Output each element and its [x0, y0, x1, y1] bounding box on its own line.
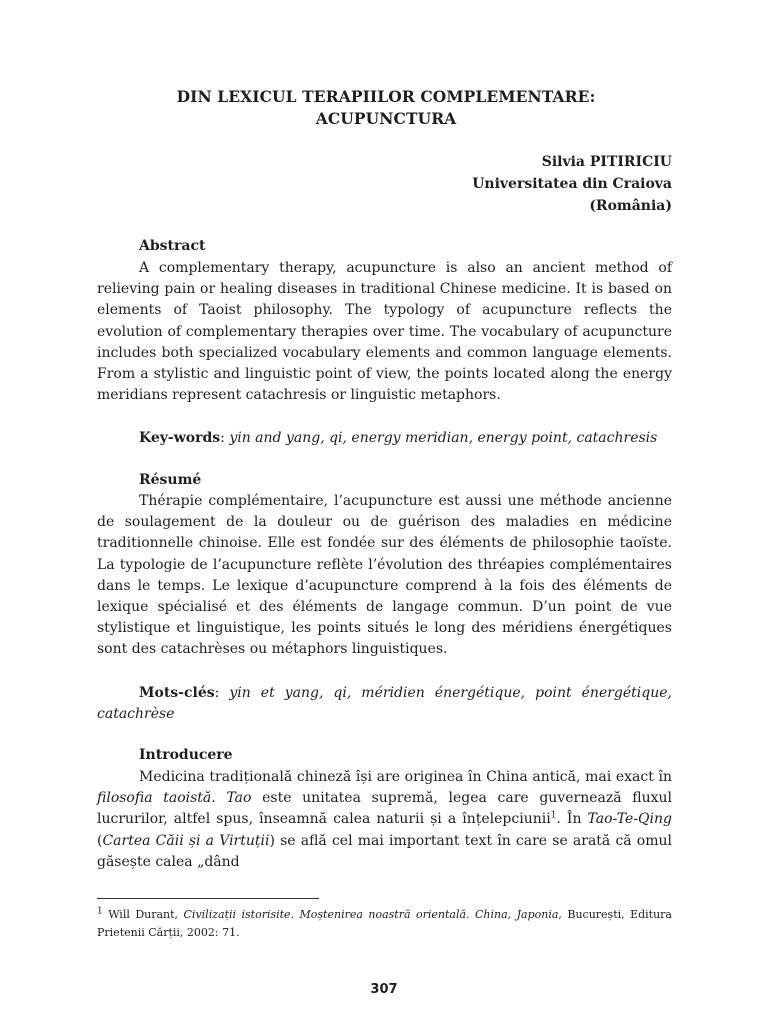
footnote: [97, 906, 672, 942]
footnote-divider: [97, 898, 319, 899]
footnote-seg3: , București, Editura Prietenii Cărții, 2002: 71.: [97, 908, 672, 939]
article-title: [98, 86, 674, 130]
keywords-label: Key-words: [139, 430, 221, 446]
keywords-value: yin and yang, qi, energy meridian, energy point, catachresis: [229, 430, 658, 446]
footnote-reference: 1: [550, 810, 557, 821]
intro-seg10: ) se află cel mai important text în care se arată că omul găsește calea „dând: [97, 832, 673, 870]
introducere-paragraph: [97, 767, 672, 873]
abstract-heading: Abstract: [139, 238, 206, 254]
author-name: Silvia PITIRICIU: [541, 154, 672, 170]
footnote-number: 1: [97, 906, 103, 917]
author-block: [472, 151, 672, 217]
author-affiliation: Universitatea din Craiova: [472, 176, 672, 192]
title-line-2: ACUPUNCTURA: [315, 109, 457, 128]
intro-seg6: . În: [556, 811, 588, 828]
intro-seg1: Medicina tradițională chineză își are originea în China antică, mai exact în: [139, 769, 672, 785]
author-country: (România): [589, 198, 672, 214]
motscles-value: yin et yang, qi, méridien énergétique, point énergétique, catachrèse: [97, 685, 672, 723]
footnote-seg1: Will Durant,: [102, 908, 184, 921]
keywords-line: [97, 428, 672, 449]
intro-seg9: Cartea Căii și a Virtuții: [102, 832, 270, 849]
abstract-text: A complementary therapy, acupuncture is also an ancient method of relieving pain or healing diseases in traditional Chinese medicine. It is based on elements of Taoist philosophy. The typology of acupuncture reflects the evolution of complementary therapies over time. The vocabulary of acupuncture includes both specialized vocabulary elements and common language elements. From a stylistic and linguistic point of view, the points located along the energy meridians represent catachresis or linguistic metaphors.: [97, 260, 672, 404]
footnote-seg2: Civilizații istorisite. Moștenirea noastră orientală. China, Japonia: [183, 908, 559, 921]
resume-text: Thérapie complémentaire, l’acupuncture est aussi une méthode ancienne de soulagement de la douleur ou de guérison des maladies en médicine traditionnelle chinoise. Elle est fondée sur des éléments de philosophie taoïste. La typologie de l’acupuncture reflète l’évolution des thréapies complémentaires dans le temps. Le lexique d’acupuncture comprend à la fois des éléments de lexique spécialisé et des éléments de langage commun. D’un point de vue stylistique et linguistique, les points situés le long des méridiens énergétiques sont des catachrèses ou métaphors linguistiques.: [97, 493, 672, 658]
page-number: 307: [370, 982, 398, 997]
abstract-paragraph: [97, 258, 672, 406]
motscles-label: Mots-clés: [139, 685, 215, 701]
intro-seg8: (: [97, 832, 103, 849]
motscles-separator: :: [214, 685, 230, 701]
introducere-heading: Introducere: [139, 747, 233, 763]
resume-heading: Résumé: [139, 472, 202, 488]
intro-seg2: filosofia taoistă: [97, 790, 212, 807]
keywords-separator: :: [220, 430, 230, 446]
motscles-line: [97, 683, 672, 725]
intro-seg7: Tao-Te-Qing: [587, 811, 672, 828]
intro-seg4: Tao: [226, 790, 252, 807]
resume-paragraph: [97, 491, 672, 661]
intro-seg3: .: [211, 790, 227, 807]
intro-seg5: este unitatea supremă, legea care guvernează fluxul lucrurilor, altfel spus, înseamnă calea naturii și a înțelepciunii: [97, 790, 673, 828]
title-line-1: DIN LEXICUL TERAPIILOR COMPLEMENTARE:: [176, 87, 596, 106]
